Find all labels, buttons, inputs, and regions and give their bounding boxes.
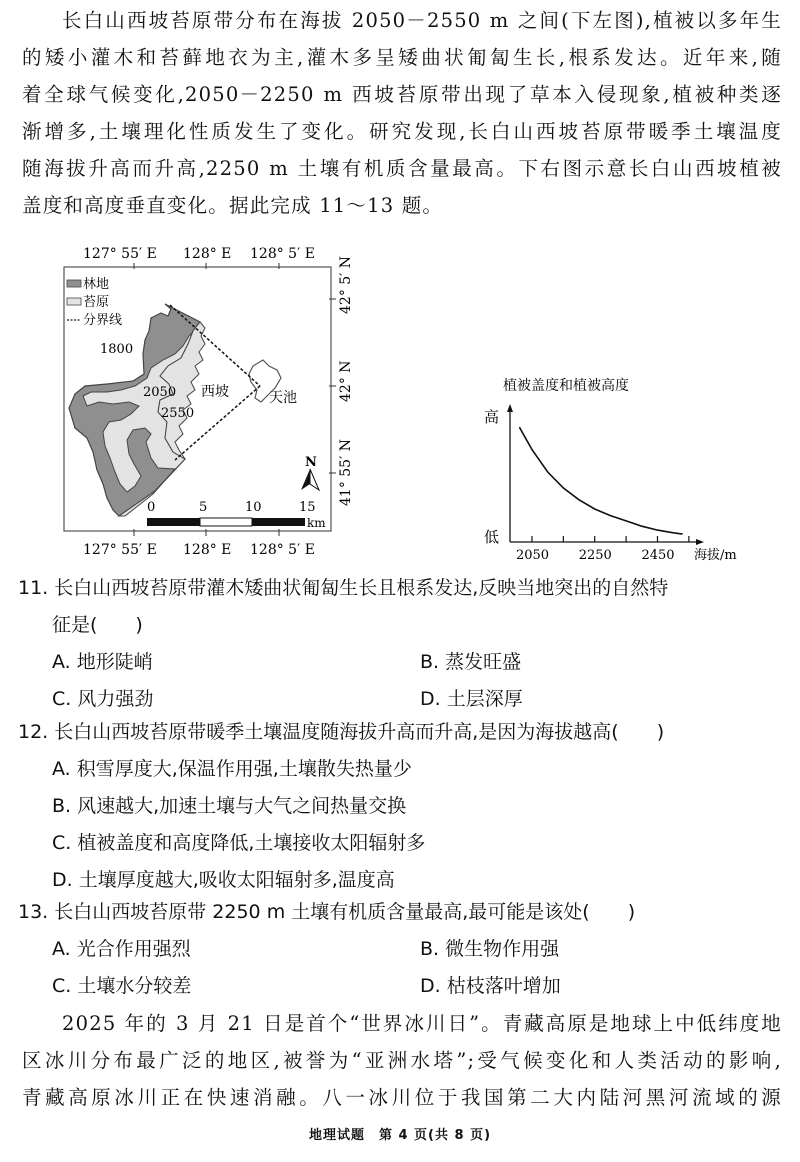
legend-forest-swatch	[67, 280, 81, 287]
scale-bar-segment	[252, 518, 305, 526]
map-svg	[55, 236, 375, 566]
y-label-high: 高	[484, 408, 500, 426]
north-label: N	[305, 455, 317, 470]
question-stem: 13. 长白山西坡苔原带 2250 m 土壤有机质含量最高,最可能是该处( )	[18, 901, 636, 923]
lon-label-top: 128° E	[183, 246, 232, 262]
elevation-label: 2050	[143, 385, 177, 400]
x-tick-label: 2450	[641, 548, 675, 563]
intro-line: 的矮小灌木和苔藓地衣为主,灌木多呈矮曲状匍匐生长,根系发达。近年来,随	[22, 46, 782, 69]
lon-label-top: 128° 5′ E	[250, 246, 315, 262]
scale-tick-label: 15	[299, 500, 316, 515]
passage-line: 2025 年的 3 月 21 日是首个“世界冰川日”。青藏高原是地球上中低纬度地	[62, 1012, 782, 1035]
intro-line: 渐增多,土壤理化性质发生了变化。研究发现,长白山西坡苔原带暖季土壤温度	[22, 120, 782, 143]
lon-label-bottom: 127° 55′ E	[83, 542, 157, 558]
elevation-label: 1800	[100, 342, 134, 357]
lon-label-bottom: 128° E	[183, 542, 232, 558]
question-stem: 12. 长白山西坡苔原带暖季土壤温度随海拔升高而升高,是因为海拔越高( )	[18, 721, 665, 743]
option-b[interactable]: B. 微生物作用强	[420, 938, 560, 960]
option-b[interactable]: B. 蒸发旺盛	[420, 651, 522, 673]
map-figure	[55, 236, 375, 566]
option-d[interactable]: D. 土层深厚	[420, 688, 523, 710]
scale-bar-segment	[200, 518, 252, 526]
question-stem-cont: 征是( )	[52, 614, 143, 636]
question-12	[18, 714, 788, 899]
legend-forest-label: 林地	[83, 277, 110, 292]
y-label-low: 低	[484, 528, 500, 546]
intro-line: 随海拔升高而升高,2250 m 土壤有机质含量最高。下右图示意长白山西坡植被	[22, 157, 782, 180]
x-tick-label: 2250	[578, 548, 612, 563]
x-axis-label: 海拔/m	[694, 548, 737, 563]
next-passage	[22, 1005, 782, 1116]
scale-tick-label: 0	[147, 500, 156, 515]
lon-label-bottom: 128° 5′ E	[250, 542, 315, 558]
question-11	[18, 570, 788, 718]
option-d[interactable]: D. 枯枝落叶增加	[420, 975, 561, 997]
option-b[interactable]: B. 风速越大,加速土壤与大气之间热量交换	[52, 795, 407, 817]
passage-line: 区冰川分布最广泛的地区,被誉为“亚洲水塔”;受气候变化和人类活动的影响,	[22, 1049, 782, 1072]
x-tick-label: 2050	[515, 548, 550, 563]
option-a[interactable]: A. 积雪厚度大,保温作用强,土壤散失热量少	[52, 758, 412, 780]
intro-line: 着全球气候变化,2050－2250 m 西坡苔原带出现了草本入侵现象,植被种类逐	[22, 83, 782, 106]
lat-label: 42° N	[338, 360, 354, 402]
option-d[interactable]: D. 土壤厚度越大,吸收太阳辐射多,温度高	[52, 869, 395, 891]
elevation-label: 2550	[161, 406, 195, 421]
lat-label: 41° 55′ N	[338, 439, 354, 506]
series-line	[519, 427, 682, 534]
option-c[interactable]: C. 植被盖度和高度降低,土壤接收太阳辐射多	[52, 832, 426, 854]
scale-tick-label: 10	[245, 500, 262, 515]
scale-tick-label: 5	[199, 500, 208, 515]
y-axis-arrow-icon	[507, 404, 513, 412]
question-stem: 11. 长白山西坡苔原带灌木矮曲状匍匐生长且根系发达,反映当地突出的自然特	[18, 577, 669, 599]
option-c[interactable]: C. 风力强劲	[52, 688, 154, 710]
west-slope-label: 西坡	[201, 384, 229, 400]
chart-title: 植被盖度和植被高度	[503, 378, 629, 394]
lon-label-top: 127° 55′ E	[83, 246, 157, 262]
intro-line: 长白山西坡苔原带分布在海拔 2050－2550 m 之间(下左图),植被以多年生	[62, 9, 782, 32]
option-a[interactable]: A. 光合作用强烈	[52, 938, 191, 960]
passage-line: 青藏高原冰川正在快速消融。八一冰川位于我国第二大内陆河黑河流域的源	[22, 1086, 782, 1109]
intro-line: 盖度和高度垂直变化。据此完成 11～13 题。	[22, 194, 444, 217]
page-footer: 地理试题 第 4 页(共 8 页)	[308, 1128, 492, 1143]
option-c[interactable]: C. 土壤水分较差	[52, 975, 192, 997]
legend-boundary-label: 分界线	[83, 313, 123, 328]
vegetation-chart	[470, 370, 760, 565]
scale-bar-segment	[147, 518, 200, 526]
intro-paragraph	[22, 2, 782, 224]
lat-label: 42° 5′ N	[338, 255, 354, 314]
scale-unit: km	[307, 516, 326, 530]
question-13	[18, 894, 788, 1005]
legend-tundra-label: 苔原	[83, 295, 110, 310]
tianchi-label: 天池	[269, 390, 297, 406]
option-a[interactable]: A. 地形陡峭	[52, 651, 153, 673]
legend-tundra-swatch	[67, 298, 81, 305]
chart-svg	[470, 370, 760, 565]
x-axis-arrow-icon	[696, 539, 704, 545]
